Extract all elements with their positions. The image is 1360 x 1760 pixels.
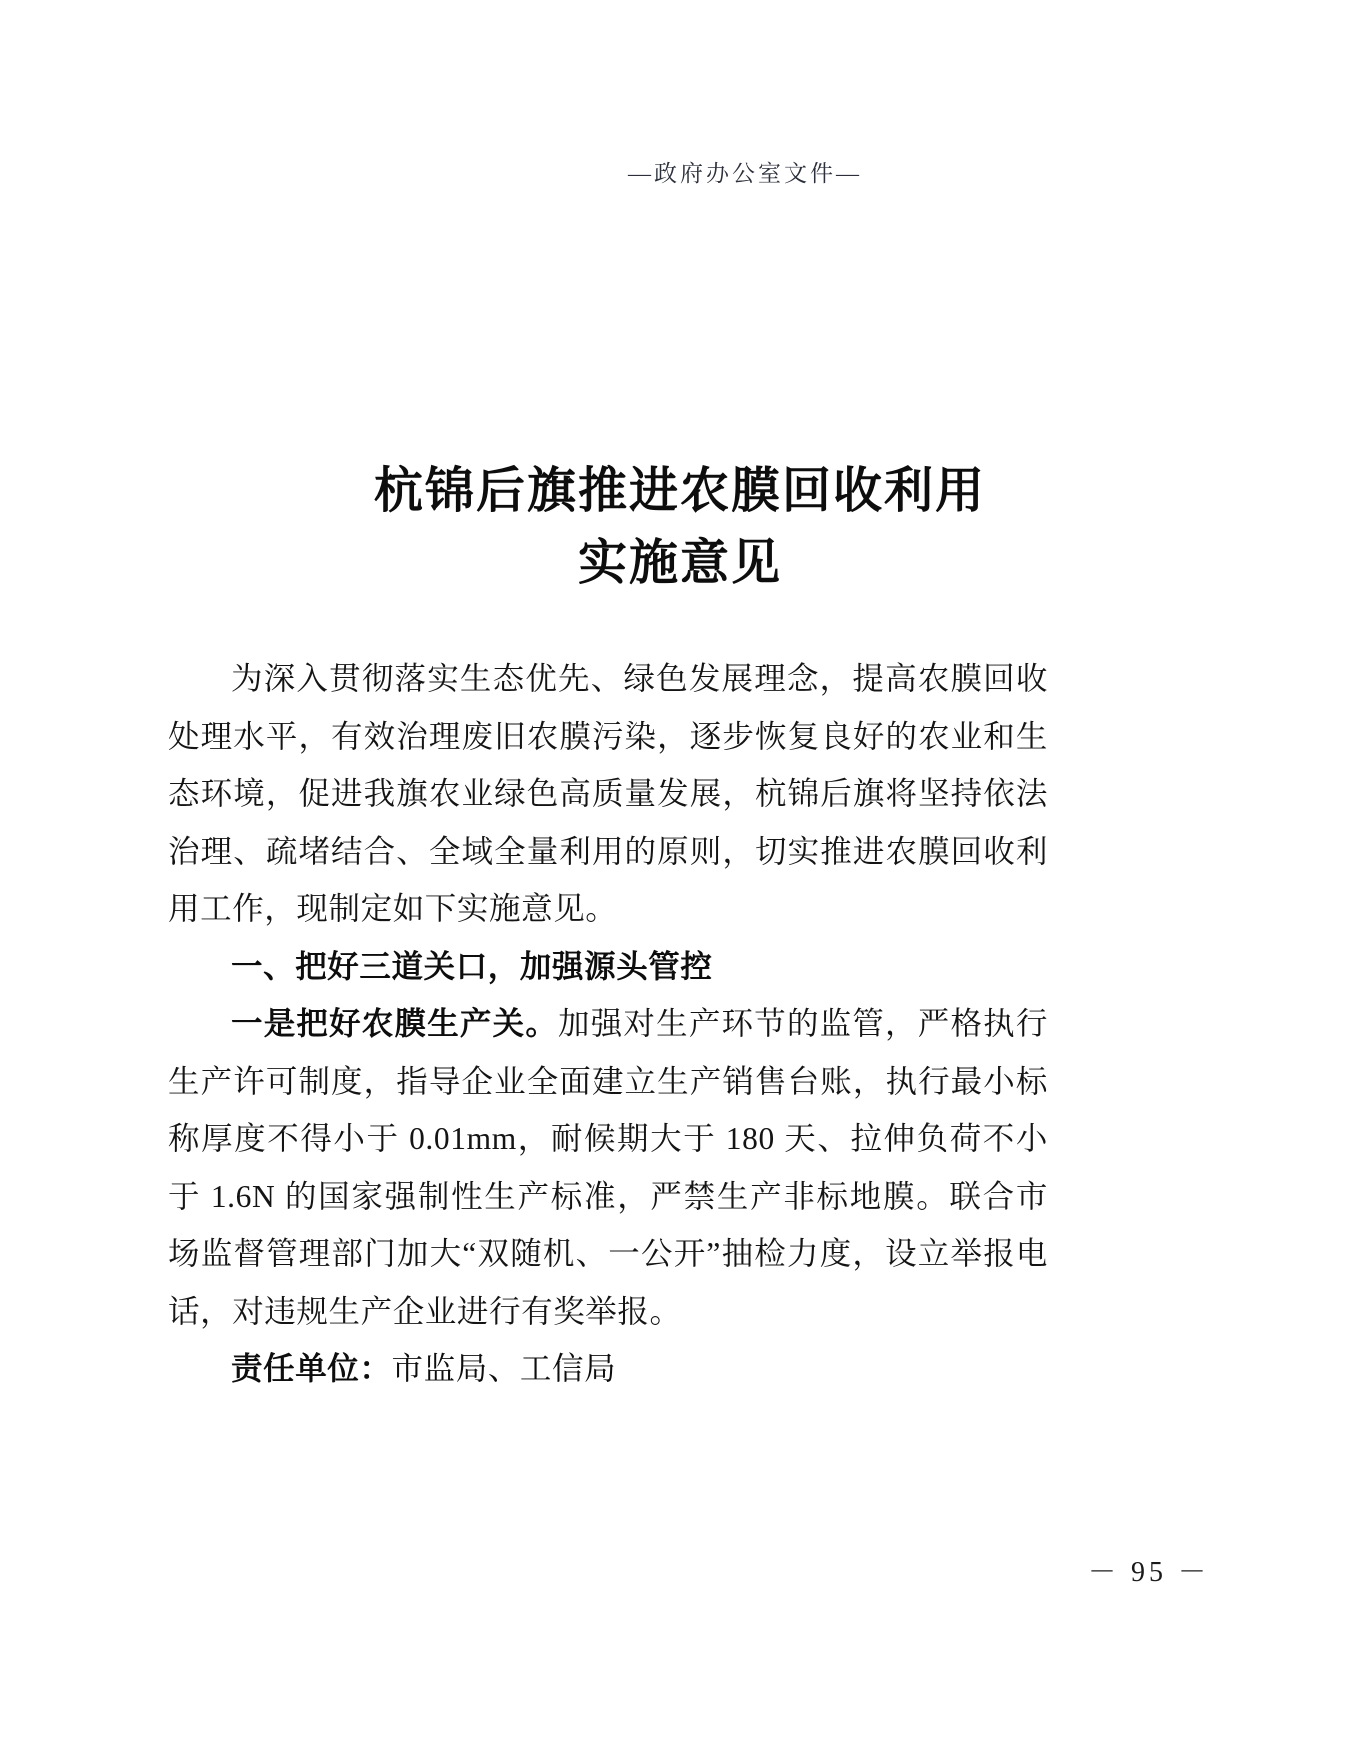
body-paragraph-item-1 bbox=[168, 995, 1048, 1340]
responsible-unit-line bbox=[168, 1340, 1048, 1398]
running-header: —政府办公室文件— bbox=[628, 161, 862, 186]
responsible-unit-label: 责任单位： bbox=[231, 1351, 392, 1386]
item-1-lead-in: 一是把好农膜生产关。 bbox=[231, 1006, 559, 1041]
responsible-unit-value: 市监局、工信局 bbox=[391, 1351, 617, 1386]
document-title bbox=[0, 455, 1360, 599]
document-body bbox=[168, 650, 1048, 1398]
page-number: － 95 － bbox=[1087, 1557, 1210, 1588]
section-heading-1: 一、把好三道关口，加强源头管控 bbox=[231, 948, 713, 984]
document-title-line-1: 杭锦后旗推进农膜回收利用 bbox=[373, 463, 986, 518]
body-paragraph-intro: 为深入贯彻落实生态优先、绿色发展理念，提高农膜回收处理水平，有效治理废旧农膜污染，逐步恢复良好的农业和生态环境，促进我旗农业绿色高质量发展，杭锦后旗将坚持依法治理、疏堵结合、全域全量利用的原则，切实推进农膜回收利用工作，现制定如下实施意见。 bbox=[168, 661, 1048, 926]
document-title-line-2: 实施意见 bbox=[577, 535, 782, 590]
item-1-body-text: 加强对生产环节的监管，严格执行生产许可制度，指导企业全面建立生产销售台账，执行最小标称厚度不得小于 0.01mm，耐候期大于 180 天、拉伸负荷不小于 1.6N 的国家强制性生产标准，严禁生产非标地膜。联合市场监督管理部门加大“双随机、一公开”抽检力度，设立举报电话，对违规生产企业进行有奖举报。 bbox=[168, 1006, 1048, 1329]
